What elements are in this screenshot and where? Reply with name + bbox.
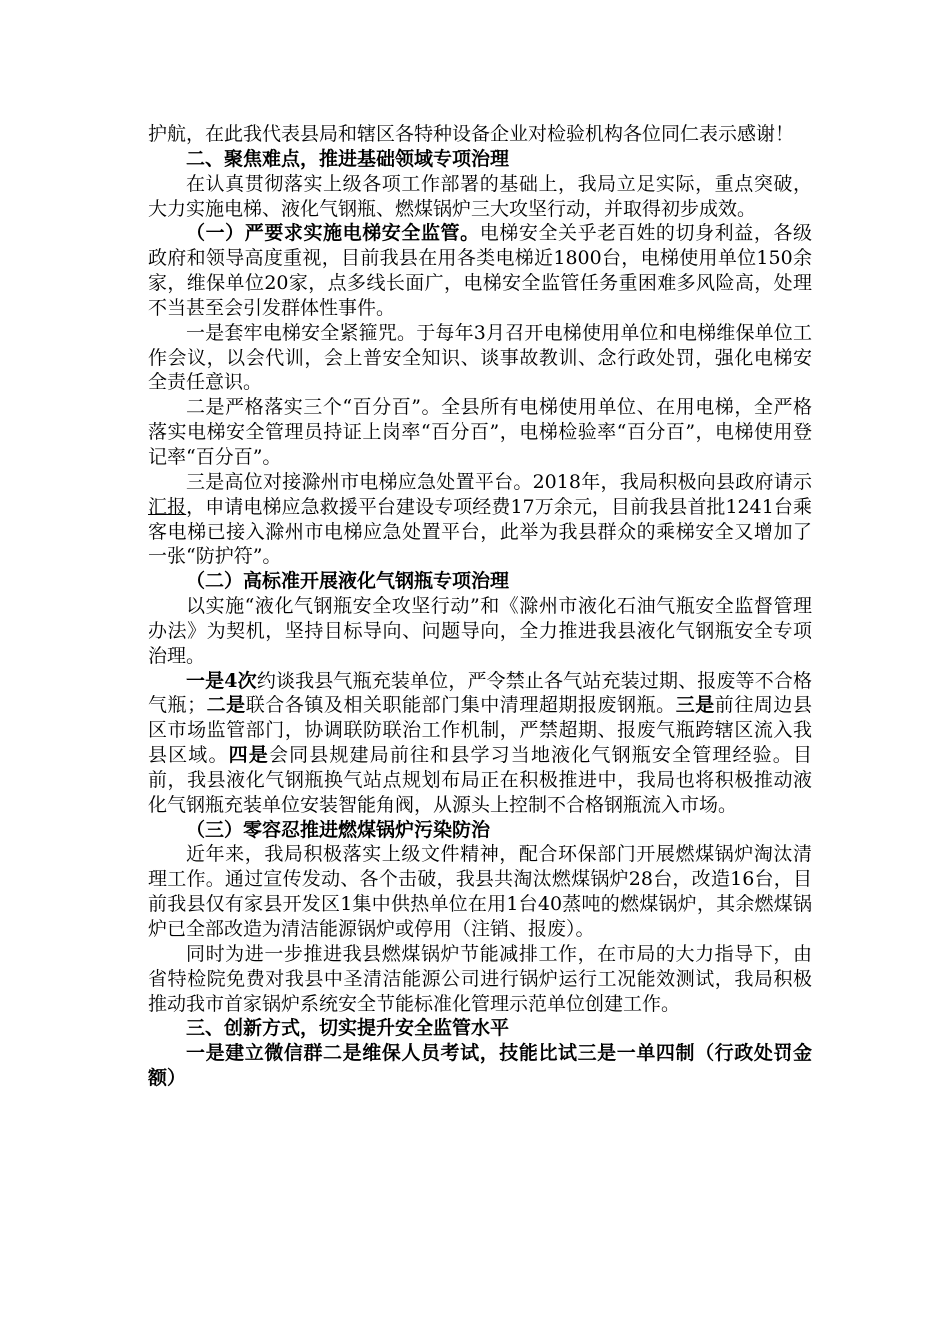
paragraph-gas-cylinder-measures bbox=[148, 669, 812, 818]
measure-three-text-b: ，申请电梯应急救援平台建设专项经费17万余元，目前我县首批1241台乘客电梯已接入滁州市电梯应急处置平台，此举为我县群众的乘梯安全又增加了一张“防护符”。 bbox=[148, 495, 812, 568]
measure-label-3: 三是 bbox=[675, 694, 715, 717]
measure-label-2: 二是 bbox=[206, 694, 246, 717]
paragraph-innovation-items: 一是建立微信群二是维保人员考试，技能比试三是一单四制（行政处罚金额） bbox=[148, 1042, 812, 1090]
paragraph-measure-two: 二是严格落实三个“百分百”。全县所有电梯使用单位、在用电梯，全严格落实电梯安全管理员持证上岗率“百分百”，电梯检验率“百分百”，电梯使用登记率“百分百”。 bbox=[148, 396, 812, 468]
measure-text-4: 会同县规建局前往和县学习当地液化气钢瓶安全管理经验。目前，我县液化气钢瓶换气站点规划布局正在积极推进中，我局也将积极推动液化气钢瓶充装单位安装智能角阀，从源头上控制不合格钢瓶流入市场。 bbox=[148, 744, 812, 816]
paragraph-section-2-intro: 在认真贯彻落实上级各项工作部署的基础上，我局立足实际，重点突破，大力实施电梯、液化气钢瓶、燃煤锅炉三大攻坚行动，并取得初步成效。 bbox=[148, 172, 812, 220]
subsection-title-3: （三）零容忍推进燃煤锅炉污染防治 bbox=[186, 818, 491, 841]
measure-label-4: 四是 bbox=[228, 744, 269, 767]
paragraph-measure-three bbox=[148, 470, 812, 569]
paragraph-elevator-supervision bbox=[148, 221, 812, 320]
underlined-word: 汇报 bbox=[148, 495, 187, 518]
paragraph-boiler-energy: 同时为进一步推进我县燃煤锅炉节能减排工作，在市局的大力指导下，由省特检院免费对我县中圣清洁能源公司进行锅炉运行工况能效测试，我局积极推动我市首家锅炉系统安全节能标准化管理示范单位创建工作。 bbox=[148, 942, 812, 1015]
measure-text-3: 前往周边县区市场监管部门，协调联防联治工作机制，严禁超期、报废气瓶跨辖区流入我县区域。 bbox=[148, 694, 812, 767]
paragraph-boiler-control: 近年来，我局积极落实上级文件精神，配合环保部门开展燃煤锅炉淘汰清理工作。通过宣传发动、各个击破，我县共淘汰燃煤锅炉28台，改造16台，目前我县仅有家县开发区1集中供热单位在用1台40蒸吨的燃煤锅炉，其余燃煤锅炉已全部改造为清洁能源锅炉或停用（注销、报废）。 bbox=[148, 843, 812, 940]
measure-text-2: 联合各镇及相关职能部门集中清理超期报废钢瓶。 bbox=[245, 694, 676, 717]
measure-text-1: 约谈我县气瓶充装单位，严令禁止各气站充装过期、报废等不合格气瓶； bbox=[148, 669, 812, 717]
paragraph-gas-cylinder-intro: 以实施“液化气钢瓶安全攻坚行动”和《滁州市液化石油气瓶安全监督管理办法》为契机，坚持目标导向、问题导向，全力推进我县液化气钢瓶安全专项治理。 bbox=[148, 595, 812, 667]
section-heading-2: 二、聚焦难点，推进基础领域专项治理 bbox=[186, 147, 510, 170]
document-page bbox=[148, 122, 812, 1091]
paragraph-intro-tail: 护航，在此我代表县局和辖区各特种设备企业对检验机构各位同仁表示感谢！ bbox=[148, 123, 795, 145]
subsection-title-2: （二）高标准开展液化气钢瓶专项治理 bbox=[186, 570, 510, 593]
paragraph-measure-one: 一是套牢电梯安全紧箍咒。于每年3月召开电梯使用单位和电梯维保单位工作会议，以会代训，会上普安全知识、谈事故教训、念行政处罚，强化电梯安全责任意识。 bbox=[148, 321, 812, 394]
subsection-body-1: 电梯安全关乎老百姓的切身利益，各级政府和领导高度重视，目前我县在用各类电梯近1800台，电梯使用单位150余家，维保单位20家，点多线长面广，电梯安全监管任务重困难多风险高，处理不当甚至会引发群体性事件。 bbox=[148, 222, 812, 319]
measure-label-1: 一是4次 bbox=[186, 669, 257, 692]
section-heading-3: 三、创新方式，切实提升安全监管水平 bbox=[186, 1017, 510, 1040]
subsection-title-1: （一）严要求实施电梯安全监管。 bbox=[186, 222, 480, 245]
measure-three-text-a: 三是高位对接滁州市电梯应急处置平台。2018年，我局积极向县政府请示 bbox=[186, 470, 812, 493]
